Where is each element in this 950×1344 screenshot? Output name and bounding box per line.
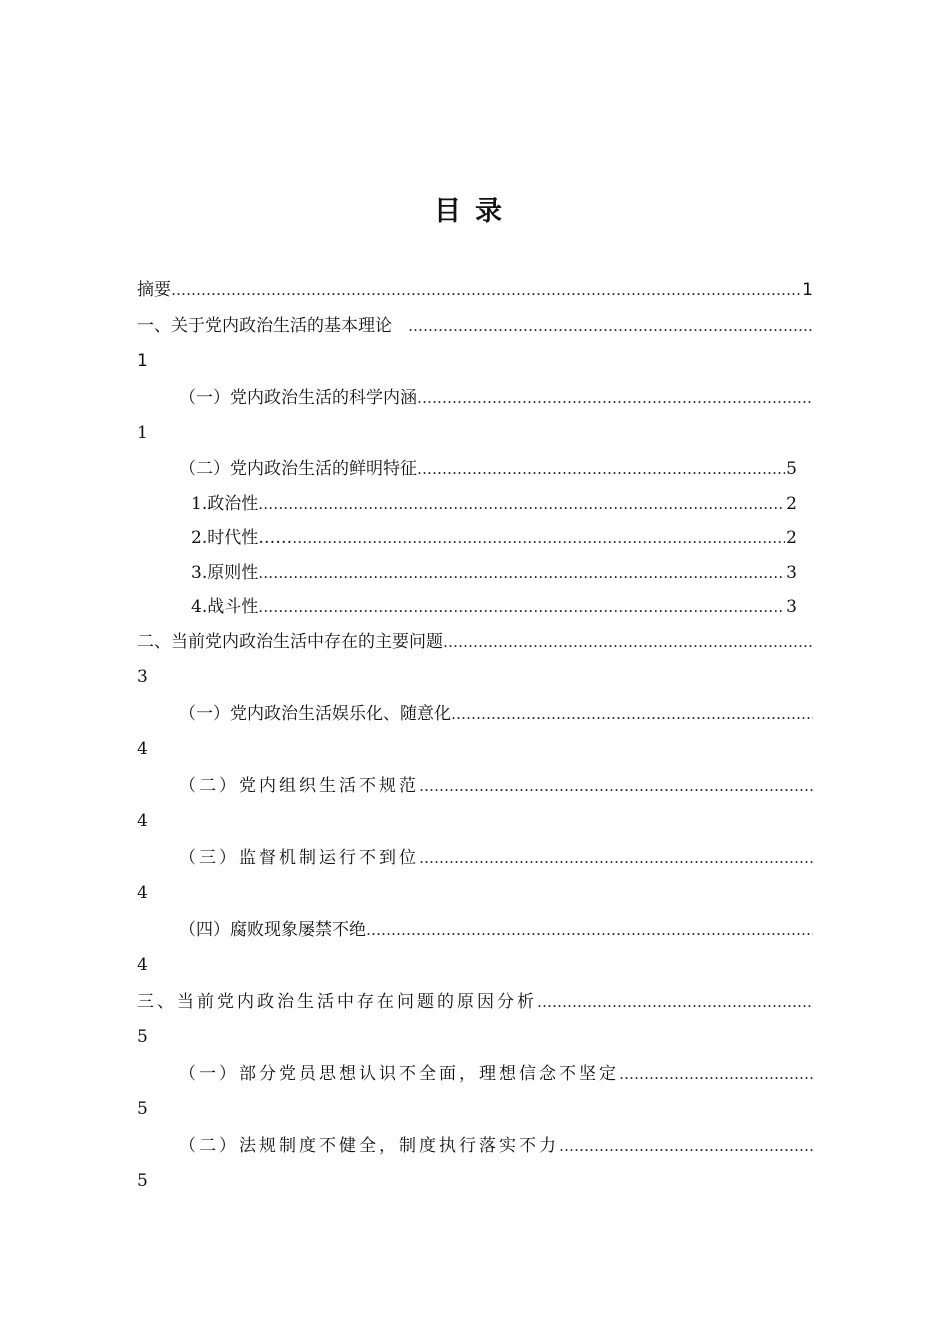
toc-page-number: 2 <box>786 494 797 514</box>
toc-page-number: 3 <box>786 597 797 617</box>
toc-page-number: 4 <box>137 955 148 975</box>
toc-entry-1-2-2[interactable] <box>191 520 797 550</box>
dot-leader <box>258 492 785 516</box>
toc-entry-section-1[interactable] <box>137 308 813 338</box>
dot-leader <box>619 1062 813 1086</box>
toc-entry-text: （二）法规制度不健全，制度执行落实不力 <box>179 1136 559 1156</box>
toc-entry-text: （一）部分党员思想认识不全面，理想信念不坚定 <box>179 1064 619 1084</box>
toc-entry-text: （二）党内组织生活不规范 <box>179 776 419 796</box>
toc-entry-text: （一）党内政治生活的科学内涵 <box>179 388 417 408</box>
toc-entry-text: 摘要 <box>137 280 171 300</box>
dot-leader <box>417 457 785 481</box>
toc-entry-text: （三）监督机制运行不到位 <box>179 848 419 868</box>
toc-entry-text: 三、当前党内政治生活中存在问题的原因分析 <box>137 992 537 1012</box>
toc-entry-text: （四）腐败现象屡禁不绝 <box>179 920 366 940</box>
dot-leader <box>258 595 785 619</box>
toc-page-number: 3 <box>786 563 797 583</box>
toc-page-number: 3 <box>137 667 148 687</box>
toc-entry-section-3[interactable] <box>137 984 813 1014</box>
toc-page-number: 4 <box>137 739 148 759</box>
toc-entry-2-2[interactable] <box>179 768 813 798</box>
toc-entry-text: 一、关于党内政治生活的基本理论 <box>137 316 392 336</box>
dot-leader <box>537 990 813 1014</box>
toc-page-number: 4 <box>137 883 148 903</box>
dot-leader <box>417 386 813 410</box>
toc-page-number: 1 <box>137 423 148 443</box>
dot-leader <box>408 314 813 338</box>
toc-page-number: 4 <box>137 811 148 831</box>
toc-page-number: 5 <box>137 1171 148 1191</box>
toc-entry-2-4[interactable] <box>179 912 813 942</box>
toc-page-number: 2 <box>786 528 797 548</box>
dot-leader <box>443 630 813 654</box>
toc-entry-2-3[interactable] <box>179 840 813 870</box>
toc-page-number: 1 <box>802 280 813 300</box>
toc-entry-text: （一）党内政治生活娱乐化、随意化 <box>179 704 451 724</box>
toc-entry-3-2[interactable] <box>179 1128 813 1158</box>
toc-entry-text: 4.战斗性 <box>191 597 259 617</box>
toc-entry-2-1[interactable] <box>179 696 813 726</box>
dot-leader <box>559 1134 813 1158</box>
dot-leader <box>451 702 813 726</box>
dot-leader <box>366 918 813 942</box>
toc-entry-1-2-4[interactable] <box>191 589 797 619</box>
dot-leader <box>258 561 785 585</box>
toc-entry-text: （二）党内政治生活的鲜明特征 <box>179 459 417 479</box>
toc-entry-1-2-1[interactable] <box>191 486 797 516</box>
toc-entry-section-2[interactable] <box>137 624 813 654</box>
toc-page-number: 5 <box>137 1027 148 1047</box>
dot-leader <box>171 278 801 302</box>
toc-entry-text: 2.时代性…… <box>191 528 293 548</box>
toc-entry-text: 1.政治性 <box>191 494 259 514</box>
toc-entry-1-1[interactable] <box>179 380 813 410</box>
dot-leader <box>419 774 813 798</box>
dot-leader <box>292 526 785 550</box>
toc-title: 目录 <box>434 196 516 227</box>
toc-entry-abstract[interactable] <box>137 272 813 302</box>
toc-entry-1-2[interactable] <box>179 451 797 481</box>
toc-entry-3-1[interactable] <box>179 1056 813 1086</box>
toc-page-number: 1 <box>137 351 148 371</box>
toc-page-number: 5 <box>786 459 797 479</box>
toc-entry-1-2-3[interactable] <box>191 555 797 585</box>
toc-entry-text: 3.原则性 <box>191 563 259 583</box>
toc-page-number: 5 <box>137 1099 148 1119</box>
toc-entry-text: 二、当前党内政治生活中存在的主要问题 <box>137 632 443 652</box>
dot-leader <box>419 846 813 870</box>
